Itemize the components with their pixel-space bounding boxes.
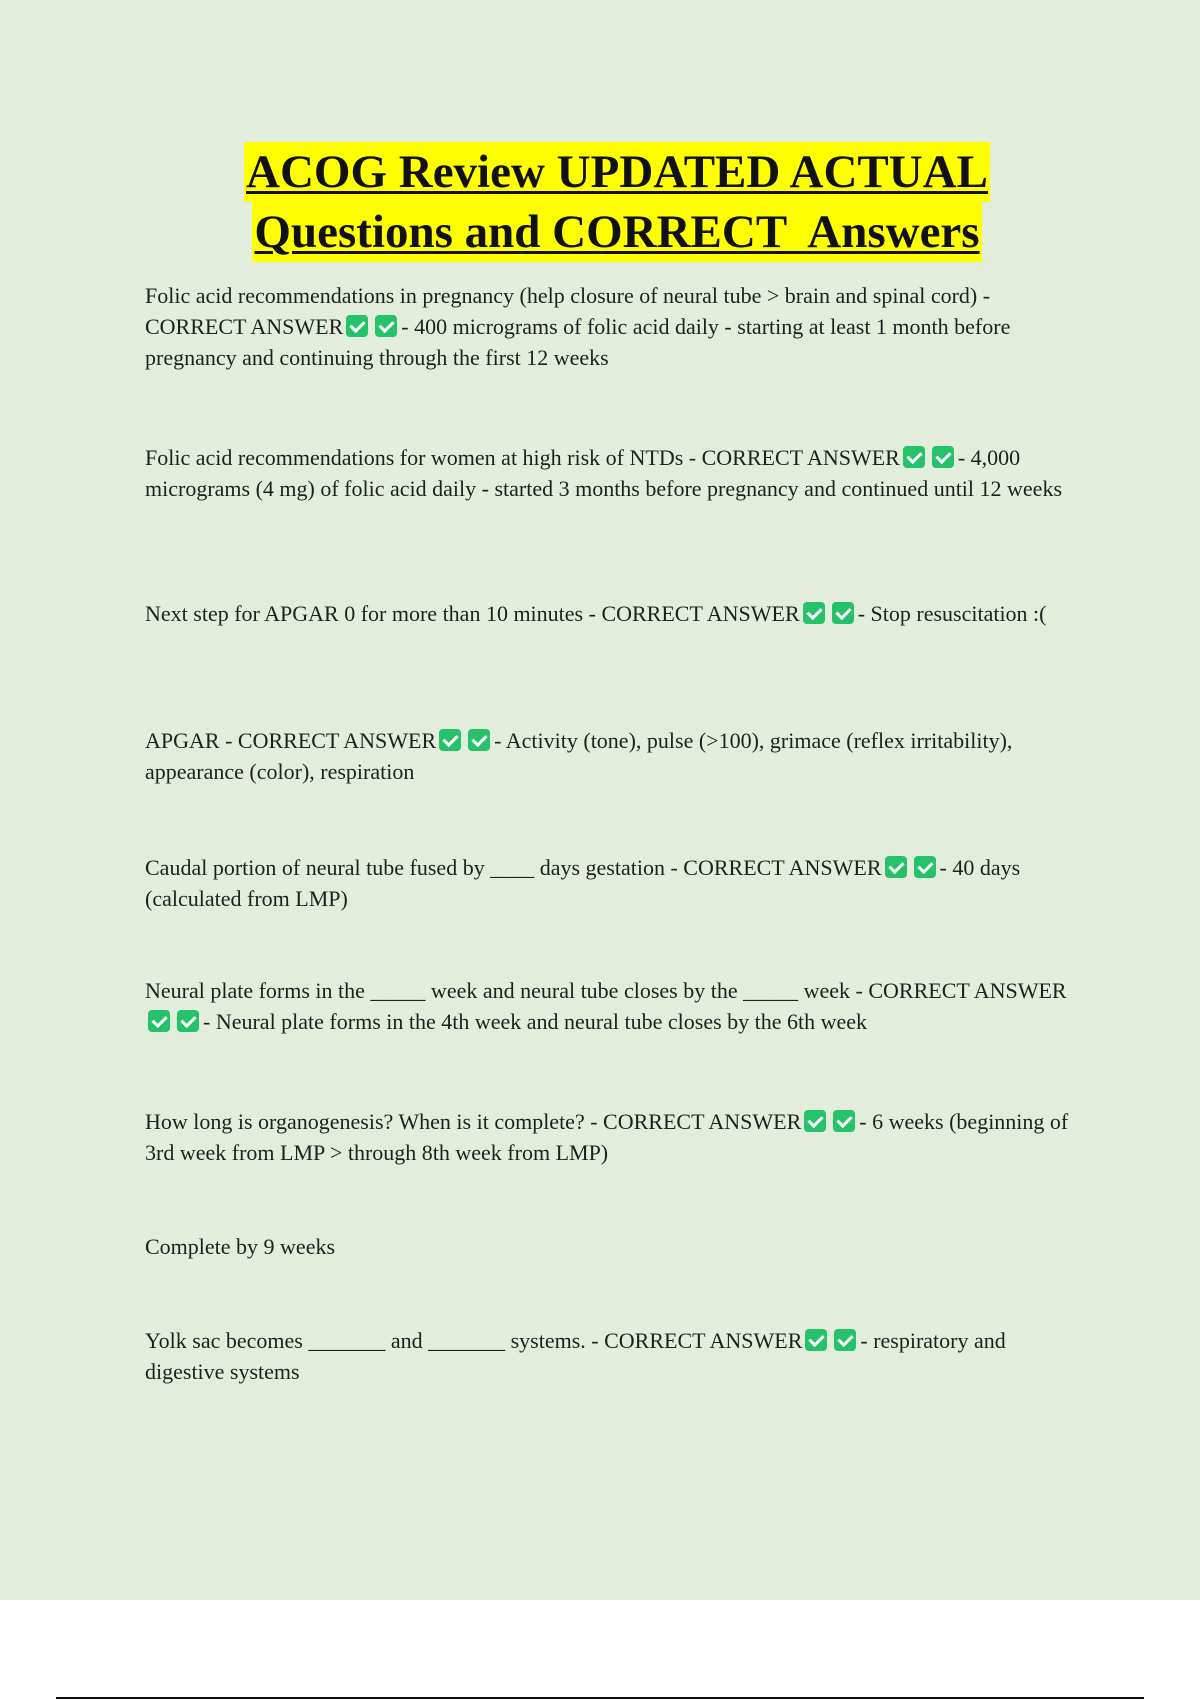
answer-text: - Neural plate forms in the 4th week and neural tube closes by the 6th week [203,1009,868,1034]
qa-entry [145,1106,1085,1168]
question-text: How long is organogenesis? When is it complete? - [145,1109,604,1134]
check-icon [177,1010,199,1032]
check-icon [148,1010,170,1032]
answer-text: - Activity (tone), pulse (>100), grimace (reflex irritability), appearance (color), respiration [145,728,1013,784]
qa-entry [145,442,1085,504]
qa-entry [145,1325,1085,1387]
question-text: Neural plate forms in the _____ week and neural tube closes by the _____ week - [145,978,869,1003]
check-icon [914,856,936,878]
title-line-1: ACOG Review UPDATED ACTUAL [244,142,990,202]
answer-text: - 400 micrograms of folic acid daily - starting at least 1 month before pregnancy and continuing through the first 12 weeks [145,314,1011,370]
question-text: Next step for APGAR 0 for more than 10 minutes - [145,601,602,626]
check-icon [932,446,954,468]
qa-entry [145,598,1085,629]
question-text: Yolk sac becomes _______ and _______ systems. - [145,1328,605,1353]
check-icon [803,602,825,624]
question-text: APGAR - [145,728,238,753]
correct-answer-marker: CORRECT ANSWER [683,855,882,880]
correct-answer-marker: CORRECT ANSWER [603,1109,802,1134]
check-icon [833,1110,855,1132]
title-line-2: Questions and CORRECT Answers [252,202,981,262]
question-text: Caudal portion of neural tube fused by ____ days gestation - [145,855,684,880]
check-icon [439,729,461,751]
answer-text: - Stop resuscitation :( [857,601,1047,626]
check-icon [375,315,397,337]
check-icon [804,1110,826,1132]
answer-text: - 40 days (calculated from LMP) [145,855,1021,911]
correct-answer-marker: CORRECT ANSWER [145,314,344,339]
check-icon [346,315,368,337]
correct-answer-marker: CORRECT ANSWER [868,978,1067,1003]
check-icon [834,1329,856,1351]
qa-entry [145,725,1085,787]
check-icon [903,446,925,468]
qa-entry [145,280,1085,373]
check-icon [468,729,490,751]
note-text: Complete by 9 weeks [145,1234,336,1259]
correct-answer-marker: CORRECT ANSWER [237,728,437,753]
qa-entry [145,852,1085,914]
answer-text: - respiratory and digestive systems [145,1328,1006,1384]
check-icon [885,856,907,878]
check-icon [832,602,854,624]
answer-text: - 4,000 micrograms (4 mg) of folic acid daily - started 3 months before pregnancy and continued until 12 weeks [145,445,1063,501]
correct-answer-marker: CORRECT ANSWER [604,1328,803,1353]
question-text: Folic acid recommendations for women at high risk of NTDs - [145,445,702,470]
correct-answer-marker: CORRECT ANSWER [701,445,900,470]
qa-entry [145,975,1085,1037]
document-title [0,142,1200,262]
footer-divider [56,1697,1144,1699]
correct-answer-marker: CORRECT ANSWER [601,601,800,626]
answer-text: - 6 weeks (beginning of 3rd week from LMP > through 8th week from LMP) [145,1109,1069,1165]
question-text: Folic acid recommendations in pregnancy (help closure of neural tube > brain and spinal cord) - [145,283,991,308]
check-icon [805,1329,827,1351]
